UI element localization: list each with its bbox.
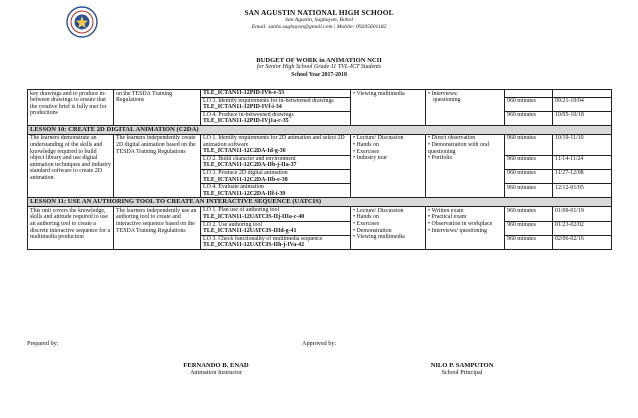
competency-cell: This unit covers the knowledge, skills and attitude required to use an authoring tool to create a discrete interactive sequence for a multimedia production — [28, 207, 114, 250]
lo-text: LO 1. Identify requirements for 2D animation and select 2D animation software — [203, 134, 345, 148]
methods-cell — [351, 134, 426, 197]
competency-cell: The learners demonstrate an understanding of the skills and knowledge required to build object library and use digital animation techniques and industry standard software to create 2D animation — [28, 134, 114, 197]
lesson-title: LESSON 10: CREATE 2D DIGITAL ANIMATION (C2DA) — [28, 125, 612, 134]
school-name: SAN AGUSTIN NATIONAL HIGH SCHOOL — [244, 8, 394, 17]
approved-by-label: Approved by: — [302, 340, 337, 347]
lo-cell — [201, 221, 351, 235]
lo-code: TLE_ICTAN11-12C2DA-IIb-j-IIa-37 — [203, 162, 297, 169]
document-subtitle: for Senior High School Grade 11 TVL-ICT Students — [256, 64, 382, 70]
assessment-item: • Observation in workplace — [428, 221, 502, 228]
lo-code: TLE_ICTAN11-12PID-IVf-i-34 — [203, 104, 282, 111]
content-cell: The learners independently use an authoring tool to create and interactive sequence based on the TESDA Training Regulations — [114, 207, 201, 250]
lo-text: LO 3. Identify requirements for in-betweened drawings — [203, 97, 334, 104]
date-cell: 01/23-02/02 — [553, 221, 612, 235]
lesson-title: LESSON 11: USE AN AUTHORING TOOL TO CREATE AN INTERACTIVE SEQUENCE (UATCIS) — [28, 198, 612, 207]
time-cell: 960 minutes — [505, 97, 553, 111]
lo-code: TLE_ICTAN11-12C2DA-IIb-e-38 — [203, 176, 288, 183]
method-item: • Viewing multimedia — [353, 91, 423, 98]
approver-role: School Principal — [441, 369, 483, 376]
table-row — [28, 207, 612, 221]
assessment-item: • Demonstration with oral questioning — [428, 142, 502, 155]
school-year: School Year 2017-2018 — [291, 71, 347, 78]
school-contact: Email: sanhs.sagbayan@gmail.com | Mobile: 09205601182 — [251, 24, 387, 30]
date-cell: 11/14-11/24 — [553, 155, 612, 169]
time-cell: 960 minutes — [505, 184, 553, 198]
lo-cell — [201, 169, 351, 183]
method-item: • Lecture/ Discussion — [353, 208, 423, 215]
document-title: BUDGET OF WORK in ANIMATION NCII — [256, 57, 382, 64]
lo-code: TLE_ICTAN11-12UATCIS-IIh-j-IVa-42 — [203, 242, 305, 249]
method-item: • Lecture/ Discussion — [353, 135, 423, 142]
method-item: • Exercises — [353, 221, 423, 228]
time-cell: 960 minutes — [505, 134, 553, 155]
preparer-role: Animation Instructor — [189, 369, 243, 376]
lo-cell — [201, 184, 351, 198]
method-item: • Industry tour — [353, 155, 423, 162]
lo-text: LO 4. Evaluate animation — [203, 184, 264, 191]
lo-cell — [201, 97, 351, 111]
lo-code: TLE_ICTAN11-12C2DA-IIf-i-39 — [203, 190, 286, 197]
method-item: • Hands on — [353, 214, 423, 221]
date-cell: 11/27-12/08 — [553, 169, 612, 183]
lo-text: LO 3. Produce 2D digital animation — [203, 169, 288, 176]
time-cell: 960 minutes — [505, 169, 553, 183]
lo-code: TLE_ICTAN11-12PID-IVb-e-33 — [203, 90, 285, 96]
assessment-item: • Direct observation — [428, 135, 502, 142]
lesson-header-row — [28, 125, 612, 134]
lo-cell — [201, 155, 351, 169]
time-cell: 960 minutes — [505, 221, 553, 235]
assessment-item-cont: questioning — [433, 97, 461, 104]
method-item: • Exercises — [353, 149, 423, 156]
method-item: • Hands on — [353, 142, 423, 149]
lo-cell — [201, 235, 351, 249]
lo-cell — [201, 134, 351, 155]
lo-code: TLE_ICTAN11-12UATCIS-IIj-IIIa-c-40 — [203, 213, 305, 220]
lesson-header-row — [28, 198, 612, 207]
date-cell: 10/19-11/10 — [553, 134, 612, 155]
lo-code: TLE_ICTAN11-12UATCIS-IIId-g-41 — [203, 228, 297, 235]
methods-cell — [351, 207, 426, 250]
competency-cell: key drawings and to produce in-between drawings to ensure that the creative brief is fully met for productions — [28, 90, 114, 126]
method-item: • Demonstration — [353, 228, 423, 235]
date-cell: 09/21-10/04 — [553, 97, 612, 111]
methods-cell — [351, 90, 426, 126]
content-cell: on the TESDA Training Regulations — [114, 90, 201, 126]
assessment-item: • Written exam — [428, 208, 502, 215]
approver-name: NILO P. SAMPUTON — [430, 362, 494, 369]
assessment-item: • Portfolio — [428, 155, 502, 162]
lo-cell — [201, 90, 351, 98]
lo-text: LO 1. Plan use of authoring tool — [203, 207, 280, 214]
time-cell: 960 minutes — [505, 111, 553, 125]
table-row — [28, 134, 612, 155]
content-cell: The learners independently create 2D digital animation based on the TESDA Training Regulations — [114, 134, 201, 197]
lo-code: TLE_ICTAN11-12C2DA-Id-g-36 — [203, 148, 286, 155]
date-cell: 10/05-10/18 — [553, 111, 612, 125]
date-cell — [553, 90, 612, 98]
method-item: • Viewing multimedia — [353, 234, 423, 241]
time-cell — [505, 90, 553, 98]
assessment-cell — [426, 134, 505, 197]
time-cell: 960 minutes — [505, 207, 553, 221]
preparer-signature — [146, 362, 286, 377]
assessment-item: • Interviews/ — [428, 91, 502, 98]
lo-text: LO 2. Use authoring tool — [203, 221, 263, 228]
assessment-cell — [426, 207, 505, 250]
lo-code: TLE_ICTAN11-12PID-IVj1a-c-35 — [203, 118, 289, 125]
lo-text: LO 4. Produce in-betweened drawings — [203, 111, 294, 118]
school-address: San Agustin, Sagbayan, Bohol — [285, 17, 353, 23]
date-cell: 12/12-01/05 — [553, 184, 612, 198]
document-titles — [0, 57, 638, 79]
approver-signature — [392, 362, 532, 377]
assessment-item: • Interviews/ questioning — [428, 228, 502, 235]
lo-cell — [201, 111, 351, 125]
prepared-by-label: Prepared by: — [27, 340, 59, 347]
assessment-cell — [426, 90, 505, 126]
date-cell: 02/06-02/16 — [553, 235, 612, 249]
preparer-name: FERNANDO B. ENAD — [183, 362, 249, 369]
lo-text: LO 3. Check functionality of multimedia sequence — [203, 235, 323, 242]
lo-text: LO 2. Build character and environment — [203, 155, 296, 162]
assessment-item: • Practical exam — [428, 214, 502, 221]
time-cell: 960 minutes — [505, 155, 553, 169]
budget-of-work-table — [27, 89, 612, 250]
table-row — [28, 90, 612, 98]
time-cell: 960 minutes — [505, 235, 553, 249]
lo-cell — [201, 207, 351, 221]
date-cell: 01/09-01/19 — [553, 207, 612, 221]
